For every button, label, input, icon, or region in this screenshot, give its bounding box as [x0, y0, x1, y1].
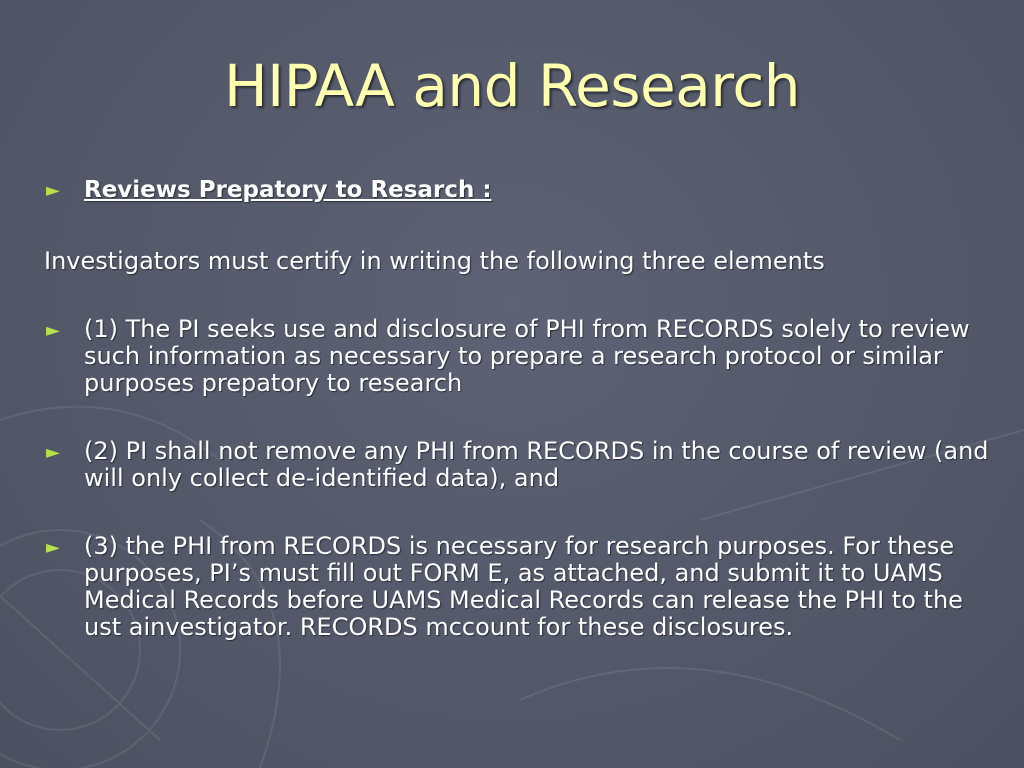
intro-text: Investigators must certify in writing the following three elements — [44, 247, 825, 275]
bullet-icon: ► — [46, 537, 60, 558]
bullet-icon: ► — [46, 442, 60, 463]
bullet-icon: ► — [46, 320, 60, 341]
section-heading: Reviews Prepatory to Resarch : — [84, 177, 492, 203]
point-text: (1) The PI seeks use and disclosure of PHI from RECORDS solely to review such information as necessary to prepare a research protocol or similar purposes prepatory to research — [84, 315, 970, 397]
list-item — [44, 533, 994, 641]
heading-item — [44, 176, 994, 204]
point-text: (2) PI shall not remove any PHI from RECORDS in the course of review (and will only collect de-identified data), and — [84, 437, 989, 492]
slide-content — [44, 176, 994, 641]
bullet-icon: ► — [46, 180, 60, 201]
point-text: (3) the PHI from RECORDS is necessary for research purposes. For these purposes, PI’s must fill out FORM E, as attached, and submit it to UAMS Medical Records before UAMS Medical Records can release the PHI to the ust ainvestigator. RECORDS mccount for these disclosures. — [84, 532, 963, 641]
list-item — [44, 438, 994, 492]
list-item — [44, 316, 994, 397]
slide-title: HIPAA and Research — [224, 52, 800, 120]
